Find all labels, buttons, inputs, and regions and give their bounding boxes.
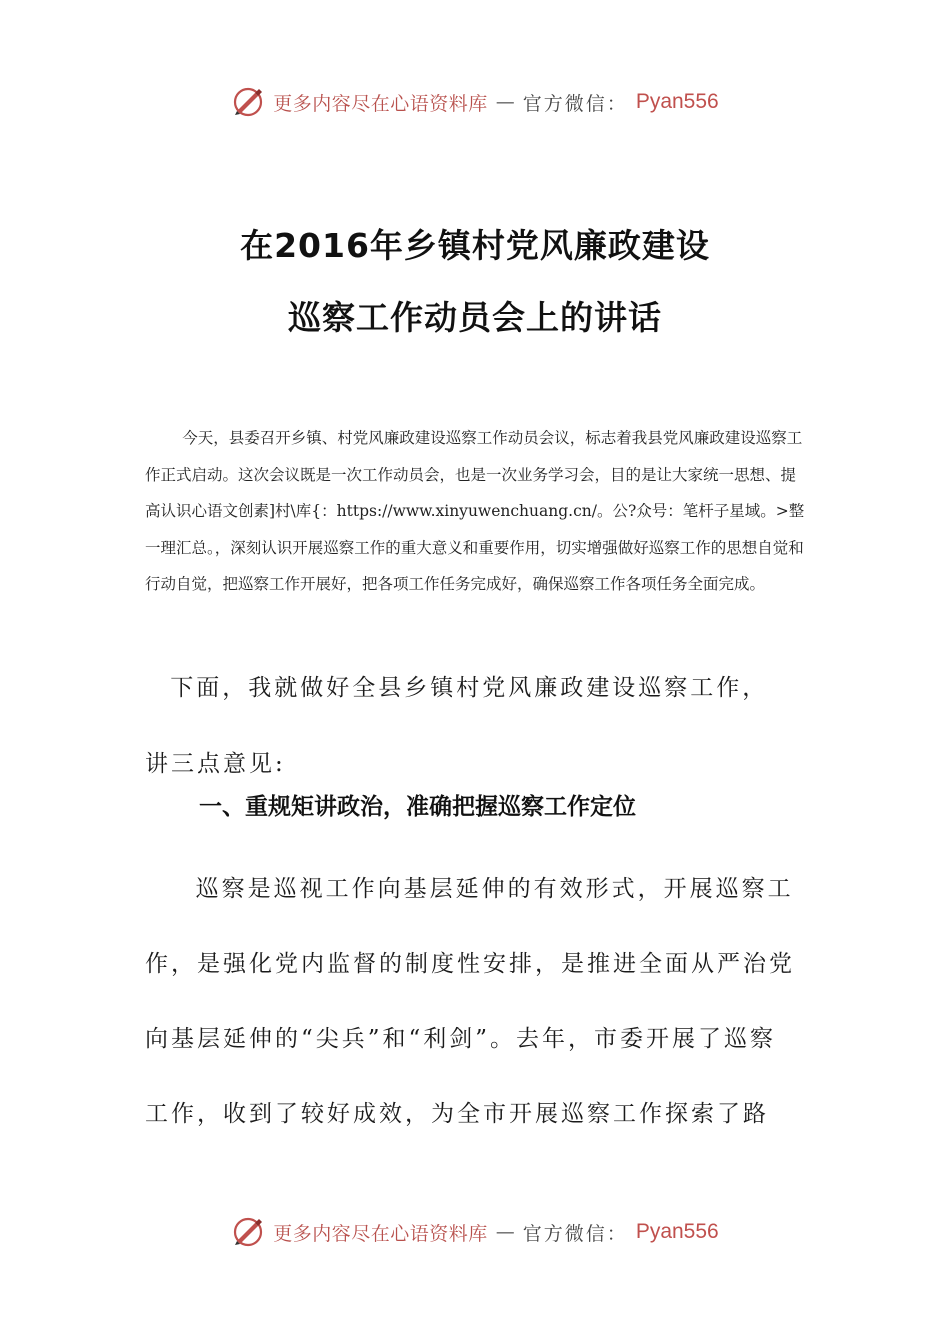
watermark-dash: —	[495, 1221, 515, 1243]
paragraph-next: 下面，我就做好全县乡镇村党风廉政建设巡察工作，讲三点意见:	[145, 675, 769, 777]
pen-circle-logo-icon	[231, 85, 265, 119]
paragraph-xuncha: 巡察是巡视工作向基层延伸的有效形式，开展巡察工作，是强化党内监督的制度性安排，是推进全面从严治党向基层延伸的“尖兵”和“利剑”。去年，市委开展了巡察工作，收到了较好成效，为全市开展巡察工作探索了路	[145, 876, 795, 1127]
watermark-label: 官方微信：	[522, 92, 628, 115]
watermark-text: 更多内容尽在心语资料库	[273, 92, 488, 115]
document-title-line1: 在2016年乡镇村党风廉政建设	[240, 226, 710, 265]
watermark-text: 更多内容尽在心语资料库	[273, 1222, 488, 1245]
watermark-wechat-id: Pyan556	[635, 90, 719, 113]
header-watermark	[0, 82, 950, 122]
document-title-line2: 巡察工作动员会上的讲话	[288, 298, 662, 337]
watermark-label: 官方微信：	[522, 1222, 628, 1245]
watermark-wechat-id: Pyan556	[635, 1220, 719, 1243]
section-heading-1: 一、重规矩讲政治，准确把握巡察工作定位	[199, 794, 636, 820]
pen-circle-logo-icon	[231, 1215, 265, 1249]
watermark-dash: —	[495, 91, 515, 113]
footer-watermark	[0, 1212, 950, 1252]
intro-paragraph: 今天，县委召开乡镇、村党风廉政建设巡察工作动员会议，标志着我县党风廉政建设巡察工作正式启动。这次会议既是一次工作动员会，也是一次业务学习会，目的是让大家统一思想、提高认识心语文创素]村\库{：https://www.xinyuwenchuang.cn/。公?众号：笔杆子星域。>整一理汇总。，深刻认识开展巡察工作的重大意义和重要作用，切实增强做好巡察工作的思想自觉和行动自觉，把巡察工作开展好，把各项工作任务完成好，确保巡察工作各项任务全面完成。	[145, 429, 805, 593]
